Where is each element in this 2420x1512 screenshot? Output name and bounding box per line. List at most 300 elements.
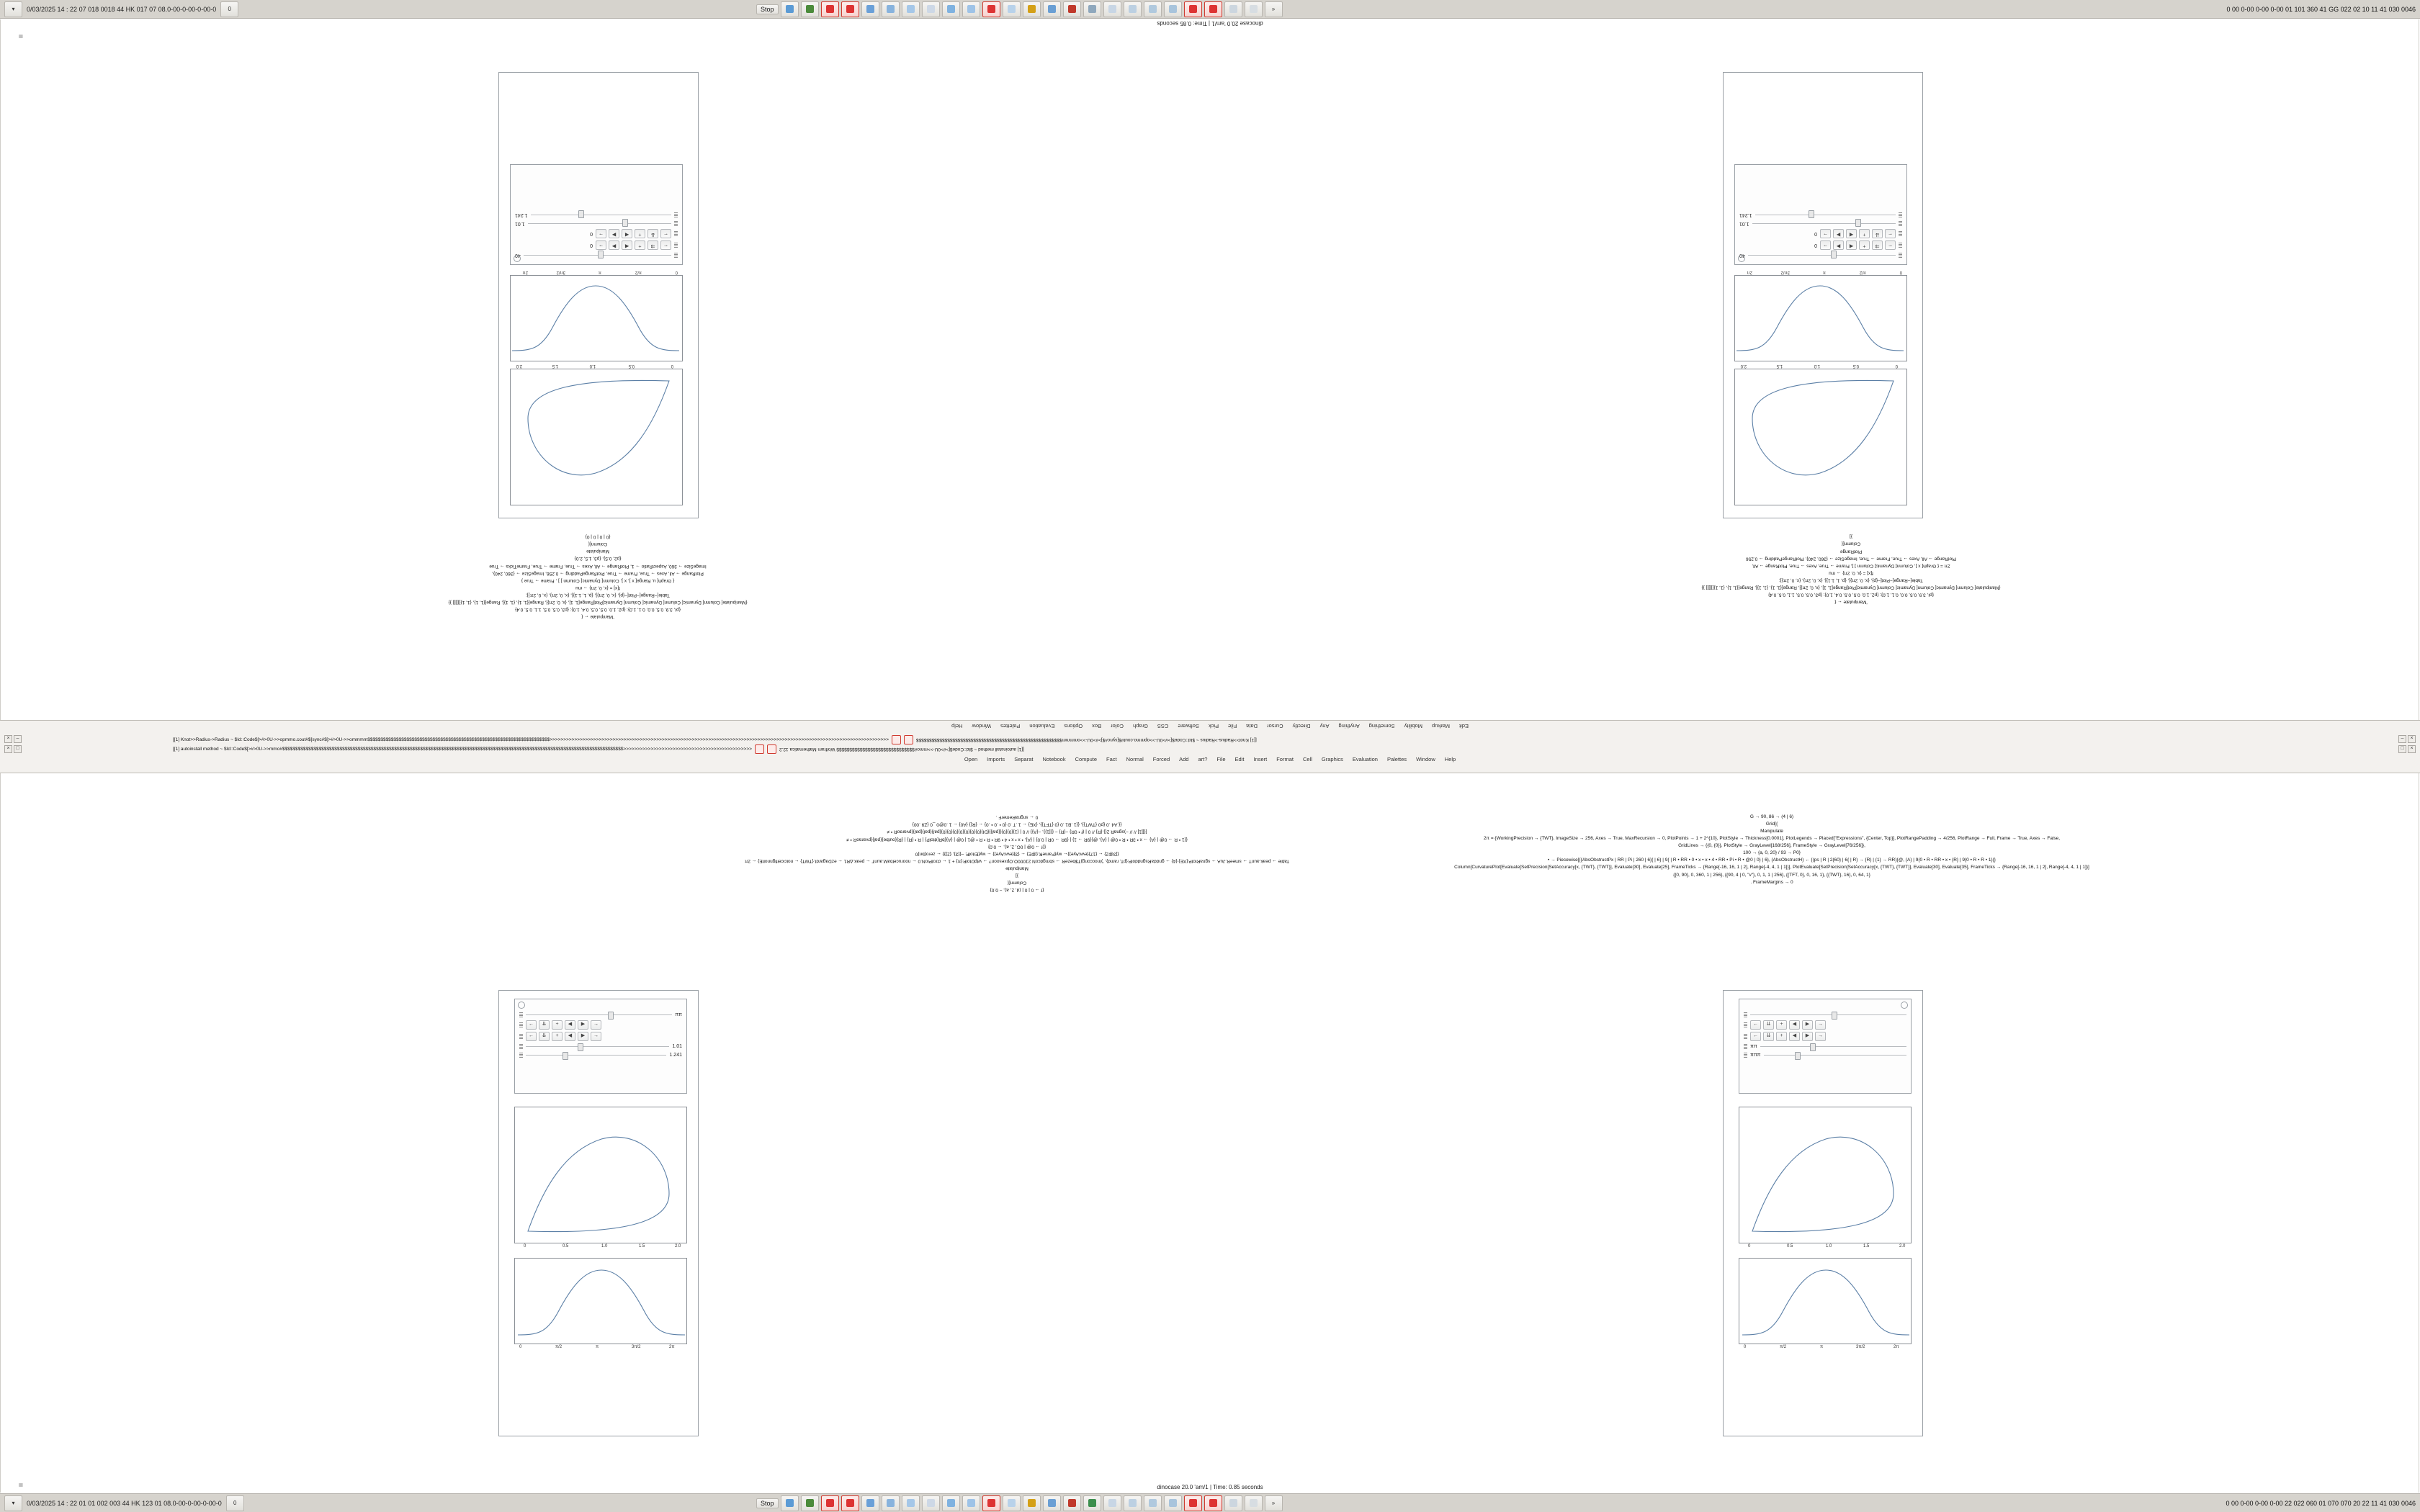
bottom-panel-right [2226,1500,2420,1507]
code-line: 2π = {WorkingPrecision → {TWT}, ImageSize → 256, Axes → True, MaxRecursion → 0, PlotPoints → 1 + 2^{10}, PlotStyle → Thickness[0.0001], PlotLegends → Placed["Expressions", {Center, Top}], PlotRangePadding → 4/256, PlotRange → Full, Frame → True, Axes → False, [1483,836,2061,842]
step-right-button[interactable]: → [1820,229,1831,238]
chart-icon[interactable] [1023,1,1041,17]
calc-icon[interactable] [922,1495,940,1511]
slider-1[interactable] [1750,1012,1906,1018]
error-badge-icon[interactable] [767,744,776,754]
menu-item[interactable]: Help [951,723,963,729]
code-line: }] [1016,873,1018,878]
control-row-1[interactable] [1744,1012,1906,1018]
step-left-button[interactable]: ← [526,1032,537,1041]
fast-left-button[interactable]: ⇊ [647,229,658,238]
browser-icon[interactable] [861,1495,879,1511]
code-line: {Manipulate[ Column[ Dynamic[ Column[ Dynamic[ Column[ Dynamic[Plot[Range[1, 1], {x, 0, 2π}], Range[{1, 1}, {1, 1}], Range[{1, 1}, {1, 1}]]]]]] }} [1701,585,2001,590]
settings-gear-icon[interactable] [514,255,521,262]
button-row-3[interactable] [526,1032,601,1041]
play-reverse-button[interactable]: ▶ [1833,229,1844,238]
control-row-4[interactable] [1739,220,1902,227]
stop-icon[interactable] [982,1495,1000,1511]
menu-item[interactable]: Insert [1253,756,1268,762]
stop-icon[interactable] [841,1,859,17]
manipulate-controls-tl[interactable] [510,164,683,265]
slider-1[interactable] [1748,252,1896,258]
step-left-button[interactable]: ← [1885,240,1896,250]
menu-item[interactable]: Pick [1208,723,1219,729]
button-row-2[interactable] [596,240,671,250]
menu-item[interactable]: Color [1111,723,1124,729]
menu-item[interactable]: CSS [1157,723,1169,729]
menu-item[interactable]: Cursor [1267,723,1283,729]
slider-4[interactable] [1752,220,1896,227]
code-line: Column[{ [588,541,608,547]
grip-icon[interactable] [674,221,678,226]
control-row-3[interactable] [519,1032,682,1041]
button-row-3[interactable] [1750,1032,1826,1041]
stop-icon[interactable] [982,1,1000,17]
fast-left-button[interactable]: ⇊ [1872,229,1883,238]
notebook-top-left[interactable] [498,72,699,518]
maximize-icon[interactable]: □ [14,745,22,753]
step-left-button[interactable]: ← [1885,229,1896,238]
close-icon[interactable]: × [4,745,12,753]
fast-left-button[interactable]: ⇊ [539,1032,550,1041]
code-line: ʻManipulate ← { [1834,599,1868,605]
menu-item[interactable]: Something [1368,723,1395,729]
plus-button[interactable]: + [1776,1032,1787,1041]
manipulate-controls-br[interactable] [1739,999,1912,1094]
code-line: {Manipulate[ Column[ Dynamic[ Column[ Dynamic[ Column[ Dynamic[Plot[Range[1, 1], {x, 0, 2π}], Range[{1, 1}, {1, 1}], Range[{1, 1}, {1, 1}]]]]]] }} [448,599,748,605]
control-row-5[interactable] [515,212,678,218]
play-reverse-button[interactable]: ▶ [1802,1020,1813,1030]
control-row-4[interactable] [1744,1043,1906,1050]
settings-gear-icon[interactable] [1738,255,1745,262]
stop-icon[interactable] [1204,1495,1222,1511]
editor-icon[interactable] [882,1,900,17]
step-left-button[interactable]: ← [1750,1032,1761,1041]
music-icon[interactable] [962,1495,980,1511]
plot-wave-tr: 0 π/2 π 3π/2 2π [1734,275,1907,361]
menu-bar-mirrored[interactable] [0,722,2420,730]
button-row-3[interactable] [596,229,671,238]
panel-menu-icon[interactable]: ▾ [4,1,22,17]
calc-icon[interactable] [922,1,940,17]
menu-item[interactable]: Format [1276,756,1294,762]
panel-menu-icon[interactable]: ▾ [4,1495,22,1511]
top-panel-right [2226,6,2420,13]
plot-svg-wave-tl [509,274,682,361]
step-right-button[interactable]: → [591,1020,601,1030]
control-row-2[interactable] [519,1020,682,1030]
window-controls-right-bottom[interactable] [2398,745,2416,753]
terminal-icon[interactable] [801,1,819,17]
slider-5-value: 1.241 [1739,212,1752,217]
code-line: 0 ← sngnaRemerF . [995,815,1039,821]
code-icon[interactable] [1043,1,1061,17]
code-line: 100 → {a, 0, 20} / 93 → P0} [1743,850,1801,856]
menu-item[interactable]: Evaluation [1352,756,1378,762]
slider-5[interactable] [1764,1052,1907,1058]
menu-item[interactable]: Open [964,756,978,762]
window-status-text: dinocase 20.0 'am/1 | Time: 0.85 seconds [1157,1484,1263,1490]
grip-icon[interactable] [1744,1012,1747,1017]
grip-icon[interactable] [1744,1044,1747,1049]
console-strip[interactable] [0,720,2420,773]
menu-item[interactable]: Edit [1459,723,1469,729]
slides-icon[interactable] [1164,1,1182,17]
bottom-desktop-panel [0,1493,2420,1512]
fast-left-button[interactable]: ⇉ [1872,240,1883,250]
button-row-2[interactable] [526,1020,601,1030]
plus-button[interactable]: + [635,229,645,238]
step-right-button[interactable]: → [596,229,606,238]
step-right-button[interactable]: → [596,240,606,250]
plot-svg-teardrop-br [1739,1107,1912,1244]
menu-item[interactable]: Options [1064,723,1083,729]
step-right-button[interactable]: → [591,1032,601,1041]
control-row-2[interactable] [1744,1020,1906,1030]
terminal-text-1-mirror: [[1] Knot>>Radius->Radius ~ $Id::Code$[>#>0U->>opmmo.cout#$[sync#$]>#>0U->>ommmm$$$$$$$$$$$$$$$$$$$$$$$$$$$$$$$$$$$$$$$$$$$$$$$$$$$$$$$$ [916,737,1257,742]
control-row-3[interactable] [515,229,678,238]
mail-icon[interactable] [942,1495,960,1511]
step-left-button[interactable]: ← [526,1020,537,1030]
slider-5[interactable] [526,1052,666,1058]
grip-icon[interactable] [674,231,678,236]
code-line: GridLines → {{0, {0}}, PlotStyle → GrayLevel[168/256], FrameStyle → GrayLevel[76/256]}, [1678,843,1865,849]
grip-icon[interactable] [674,253,678,258]
menu-item[interactable]: Help [1444,756,1456,762]
archive-icon[interactable] [1224,1495,1242,1511]
slider-5[interactable] [1755,212,1896,218]
grip-icon[interactable] [674,243,678,248]
menu-item[interactable]: Compute [1075,756,1098,762]
control-row-1[interactable] [519,1012,682,1018]
plot-svg-teardrop-tr [1734,368,1906,505]
code-line: {p2, 0.5}, {p3, 1.5, 2.0} [574,556,622,562]
window-controls-left-bottom[interactable] [4,745,22,753]
control-row-4[interactable] [519,1043,682,1050]
settings-gear-icon[interactable] [518,1002,525,1009]
play-button[interactable]: ◀ [1846,240,1857,250]
video-icon[interactable] [1003,1495,1021,1511]
chart-icon[interactable] [1023,1495,1041,1511]
slider-4[interactable] [528,220,671,227]
play-button[interactable]: ◀ [1789,1020,1800,1030]
music-icon[interactable] [962,1,980,17]
slider-5[interactable] [531,212,671,218]
editor-icon[interactable] [882,1495,900,1511]
play-button[interactable]: ◀ [622,229,632,238]
grip-icon[interactable] [519,1034,523,1039]
slider-1[interactable] [524,252,671,258]
grip-icon[interactable] [1899,212,1902,217]
sheet-icon[interactable] [1144,1495,1162,1511]
row-2-value: 0 [1814,243,1817,248]
menu-item[interactable]: Notebook [1042,756,1066,762]
control-row-4[interactable] [515,220,678,227]
row-2-value: 0 [590,243,593,248]
notebook-bottom-right[interactable] [1723,990,1923,1436]
fast-left-button[interactable]: ⇉ [647,240,658,250]
top-panel-left [0,1,238,17]
menu-item[interactable]: Any [1319,723,1330,729]
menu-item[interactable]: Directly [1292,723,1311,729]
code-line: Column[{ [1841,541,1861,547]
close-icon[interactable]: × [4,735,12,743]
play-reverse-button[interactable]: ▶ [1802,1032,1813,1041]
paint-icon[interactable] [1063,1495,1081,1511]
grip-icon[interactable] [519,1044,523,1049]
slider-4[interactable] [1760,1043,1906,1050]
code-line: ʻManipulate ← { [581,613,614,619]
bottom-taskbar-icons [756,1495,1283,1511]
play-reverse-button[interactable]: ▶ [1833,240,1844,250]
terminal-line-1[interactable] [173,735,2417,744]
terminal-line-2[interactable] [173,744,2417,754]
stop-menu-button[interactable]: Stop [756,1498,779,1508]
code-line: Table → peak.aunT → smeeR.JuA → sgnaRtolP.{XE}.{4} → gnddaRsgnddolP.{pT, ramd}, ′)Inoccong)T$bezeR → sbmgdcoN 21000O.Opxesoon? → wlpDtolP.{π} + 1 ← ctrolPioN.0 ← noorucelbaM.aunT ← peak.ΔR1 ← ezDagardI.{TWT} ← noiciceifignnoitE} ← 2π [744,858,1290,864]
code-line: {(f → 0@ | 0G, 2, a), ← 0.0} [987,844,1047,850]
window-controls-left-top[interactable] [4,735,22,743]
menu-item[interactable]: Markup [1432,723,1451,729]
stop-icon[interactable] [841,1495,859,1511]
play-button[interactable]: ◀ [1789,1032,1800,1041]
top-taskbar-icons [756,1,1283,17]
control-row-5[interactable] [1744,1052,1906,1058]
settings-icon[interactable] [1083,1,1101,17]
control-row-3[interactable] [1744,1032,1906,1041]
overflow-icon[interactable]: » [1265,1495,1283,1511]
code-block-top-right[interactable] [1311,533,2391,606]
menu-item[interactable]: File [1228,723,1237,729]
minimize-icon[interactable]: – [14,735,22,743]
terminal-icon[interactable] [801,1495,819,1511]
menu-item[interactable]: Software [1178,723,1199,729]
step-right-button[interactable]: → [1815,1032,1826,1041]
help-icon[interactable] [1245,1495,1263,1511]
plot-svg-wave-br [1739,1259,1912,1345]
grip-icon[interactable] [519,1053,523,1058]
grip-icon[interactable] [1899,253,1902,258]
grip-icon[interactable] [1744,1034,1747,1039]
fast-left-button[interactable]: ⇊ [1763,1020,1774,1030]
code-line: Grid[{ [1765,822,1778,827]
menu-item[interactable]: Add [1179,756,1189,762]
archive-icon[interactable] [1224,1,1242,17]
video-icon[interactable] [1003,1,1021,17]
manipulate-controls-bl[interactable] [514,999,687,1094]
code-line: {{.A4 .0 {p0 {TWT}}, {{1 .B1 .0 {0 {TFT}}, {XE} ← 1 .T .0 {0 • .0 • .0} ← {R{} {A0} ← 1 .0@0 _0 {Z9 .00} [912,822,1122,828]
bottom-panel-left [0,1495,244,1511]
menu-item[interactable]: Anything [1338,723,1360,729]
grip-icon[interactable] [519,1012,523,1017]
plot-curve-br: 0 0.5 1.0 1.5 2.0 [1739,1107,1912,1243]
play-button[interactable]: ◀ [622,240,632,250]
error-badge-icon[interactable] [892,735,901,744]
stop-icon[interactable] [1204,1,1222,17]
step-right-button[interactable]: → [1815,1020,1826,1030]
stop-menu-button[interactable]: Stop [756,4,779,14]
play-reverse-button[interactable]: ▶ [609,229,619,238]
slider-1-value: ππ [675,1012,682,1017]
menu-item[interactable]: Window [1416,756,1435,762]
menu-item[interactable]: Mobility [1404,723,1422,729]
folder-icon[interactable] [1103,1,1121,17]
play-button[interactable]: ◀ [1846,229,1857,238]
minimize-icon[interactable]: – [2398,735,2406,743]
grip-icon[interactable] [1899,221,1902,226]
left-edge-label-bottom: ΙΙΙ [19,1483,23,1488]
menu-item[interactable]: Window [972,723,992,729]
slides-icon[interactable] [1164,1495,1182,1511]
folder-icon[interactable] [1103,1495,1121,1511]
slider-1[interactable] [526,1012,672,1018]
close-icon[interactable]: × [2408,735,2416,743]
browser-icon[interactable] [861,1,879,17]
code-line: Manipulate [586,549,609,554]
code-line: • → Piecewise[{{AbsObstructPx | RR | Pi | 260 | 6}{ | 6} | 9{ | R • RR • 0 • x • x • 4 • RR • Pi • R • @0 | 0} | 6}, {AbsObstructH} ← {(ps | R | 2{60} | 6{ | R} → {R} | {1} → RR}{@, {A} | 9{0 • R • RR • x • {R} | 9{0 • R • R • 1}{} [1548,858,1996,863]
grip-icon[interactable] [1899,231,1902,236]
settings-icon[interactable] [1083,1495,1101,1511]
step-left-button[interactable]: ← [660,229,671,238]
play-button[interactable]: ◀ [565,1020,575,1030]
terminal-text-2: [[1] autoinstall method ~ $Id::Code$[>#>0U->>mmo#$$$$$$$$$$$$$$$$$$$$$$$$$$$$$$$$$$$$$$$$$$$$$$$$$$$$$$$$$$$$$$$$$$$$$$$$$$$$$$$$$$$$$$$$$$$$$$$$$$$$$$$$$$$$$$$$$$$$$$$$$$$$$$$$$$$>>>>>>>>>>>>>>>>>>>>>>>>>>>>>>>>>>>>>>>>>>>>>>> [173,747,752,752]
control-row-5[interactable] [1739,212,1902,218]
grip-icon[interactable] [519,1022,523,1027]
control-row-2[interactable] [515,240,678,250]
menu-item[interactable]: File [1216,756,1226,762]
button-row-2[interactable] [1750,1020,1826,1030]
play-reverse-button[interactable]: ▶ [578,1020,588,1030]
grip-icon[interactable] [1744,1022,1747,1027]
code-line: {[3@2} ← {17}{ewcAye}}← wy{FameR.{@E} ← {3}{ewcAye}} ← wy{EitolP, −{{3}, {2}}} ← zero{bn}0 [915,851,1119,857]
control-row-3[interactable] [1739,229,1902,238]
code-block-bottom-right[interactable] [1152,814,2391,886]
menu-bar[interactable] [0,755,2420,763]
row-3-value: 0 [590,231,593,236]
menu-item[interactable]: Graph [1133,723,1148,729]
terminal-text-1: [[1] Knot>>Radius->Radius ~ $Id::Code$[>#>0U->>opmmo.cout#$[sync#$]>#>0U->>ommmm$$$$$$$$$$$$$$$$$$$$$$$$$$$$$$$$$$$$$$$$$$$$$$$$$$$$$$$$$$$$$$$$$$$$$$>>>>>>>>>>>>>>>>>>>>>>>>>>>>>>>>>>>>>>>>>>>>>>>>>>>>>>>>>>>>>>>>>>>>>>>>>>>>>>>>>>>>>>>>>>>>>>>>>>>>>>>>>>>>>>>>>>>>>>>>>>>> [173,737,889,742]
bottom-panel-badge: 0 [226,1495,244,1511]
plus-button[interactable]: + [1776,1020,1787,1030]
code-line: G → 90, 86 → (4 | 6) [1749,814,1794,819]
slider-4[interactable] [526,1043,669,1050]
step-left-button[interactable]: ← [660,240,671,250]
image-icon[interactable] [902,1,920,17]
plus-button[interactable]: + [552,1020,563,1030]
menu-item[interactable]: Graphics [1321,756,1343,762]
row-3-value: 0 [1814,231,1817,236]
error-badge-icon[interactable] [755,744,764,754]
bottom-panel-left-label: 0/03/2025 14 : 22 01 01 002 003 44 HK 123 01 08.0-00-0-00-0-00-0 [27,1499,222,1507]
plot-curve-bl: 0 0.5 1.0 1.5 2.0 [514,1107,687,1243]
top-panel-right-label: 0 00 0-00 0-00 0-00 01 101 360 41 GG 022 02 10 11 41 030 0046 [2226,5,2416,13]
menu-item[interactable]: Data [1246,723,1258,729]
error-badge-icon[interactable] [904,735,913,744]
plot-svg-teardrop-bl [515,1107,688,1244]
code-block-top-left[interactable] [86,533,1109,620]
overflow-icon[interactable]: » [1265,1,1283,17]
play-reverse-button[interactable]: ▶ [609,240,619,250]
menu-item[interactable]: art? [1198,756,1208,762]
menu-item[interactable]: Evaluation [1029,723,1055,729]
manipulate-controls-tr[interactable] [1734,164,1907,265]
control-row-1[interactable] [515,252,678,258]
stop-icon[interactable] [821,1495,839,1511]
code-line: {{0, 90}, 0, 360, 1 | 256}, {{90, 4 | 0, "v"}, 0, 1, 1 | 256}, {{TFT, 0}, 0, 16, 1}, {{TWT}, 16}, 0, 64, 1} [1673,872,1870,878]
slider-1-value: 40 [515,253,521,258]
code-line: { Graph[ u, Range[ x ], x ], Column[ Dynamic[ Column ] ] , Frame → True } [521,577,675,583]
step-left-button[interactable]: ← [1750,1020,1761,1030]
code-line: PlotRange → All, Axes → True, Frame → True, ImageSize → {360, 240}, PlotRangePadding → 0.256 [1746,556,1956,562]
close-icon[interactable]: × [2408,745,2416,753]
notebook-top-right[interactable] [1723,72,1923,518]
plus-button[interactable]: + [552,1032,563,1041]
notebook-bottom-left[interactable] [498,990,699,1436]
fast-left-button[interactable]: ⇊ [539,1020,550,1030]
grip-icon[interactable] [674,212,678,217]
plus-button[interactable]: + [1859,229,1870,238]
doc-icon[interactable] [1124,1495,1142,1511]
menu-item[interactable]: Palettes [1386,756,1407,762]
button-row-3[interactable] [1820,229,1896,238]
step-right-button[interactable]: → [1820,240,1831,250]
files-icon[interactable] [781,1495,799,1511]
menu-item[interactable]: Box [1092,723,1102,729]
button-row-2[interactable] [1820,240,1896,250]
control-row-2[interactable] [1739,240,1902,250]
stop-icon[interactable] [821,1,839,17]
play-button[interactable]: ◀ [565,1032,575,1041]
code-line: PlotRange [1839,549,1863,554]
grip-icon[interactable] [1744,1053,1747,1058]
control-row-1[interactable] [1739,252,1902,258]
image-icon[interactable] [902,1495,920,1511]
plot-wave-br: 0 π/2 π 3π/2 2π [1739,1258,1912,1344]
code-line: ImageSize → 360, AspectRatio → 1, PlotRange → All, Axes → True, Frame → True, FrameTicks → True [489,563,707,569]
settings-gear-icon[interactable] [1901,1002,1908,1009]
code-icon[interactable] [1043,1495,1061,1511]
menu-item[interactable]: Normal [1126,756,1144,762]
maximize-icon[interactable]: □ [2398,745,2406,753]
help-icon[interactable] [1245,1,1263,17]
code-line: Manipulate [1760,829,1783,834]
play-reverse-button[interactable]: ▶ [578,1032,588,1041]
sheet-icon[interactable] [1144,1,1162,17]
fast-left-button[interactable]: ⇊ [1763,1032,1774,1041]
doc-icon[interactable] [1124,1,1142,17]
menu-item[interactable]: Palettes [1000,723,1021,729]
stop-icon[interactable] [1184,1,1202,17]
files-icon[interactable] [781,1,799,17]
menu-item[interactable]: Forced [1152,756,1170,762]
grip-icon[interactable] [1899,243,1902,248]
stop-icon[interactable] [1184,1495,1202,1511]
plus-button[interactable]: + [1859,240,1870,250]
menu-item[interactable]: Cell [1302,756,1312,762]
mail-icon[interactable] [942,1,960,17]
top-panel-badge: 0 [220,1,238,17]
window-controls-right-top[interactable] [2398,735,2416,743]
menu-item[interactable]: Edit [1234,756,1245,762]
menu-item[interactable]: Fact [1106,756,1117,762]
menu-item[interactable]: Imports [987,756,1005,762]
code-line: {pI, 3.9, 0.5, 0.0, 0.1, 1.0}; {p2, 1.0, 0.5, 0.5, 0.4, 1.0}; {p3, 0.5, 0.5, 1.1, 0.5, 0.4} [1768,592,1934,598]
control-row-5[interactable] [519,1052,682,1058]
slider-1-value: 40 [1739,253,1745,258]
row-4-value: ππ [1750,1044,1757,1049]
menu-item[interactable]: Separat [1014,756,1034,762]
plus-button[interactable]: + [635,240,645,250]
paint-icon[interactable] [1063,1,1081,17]
